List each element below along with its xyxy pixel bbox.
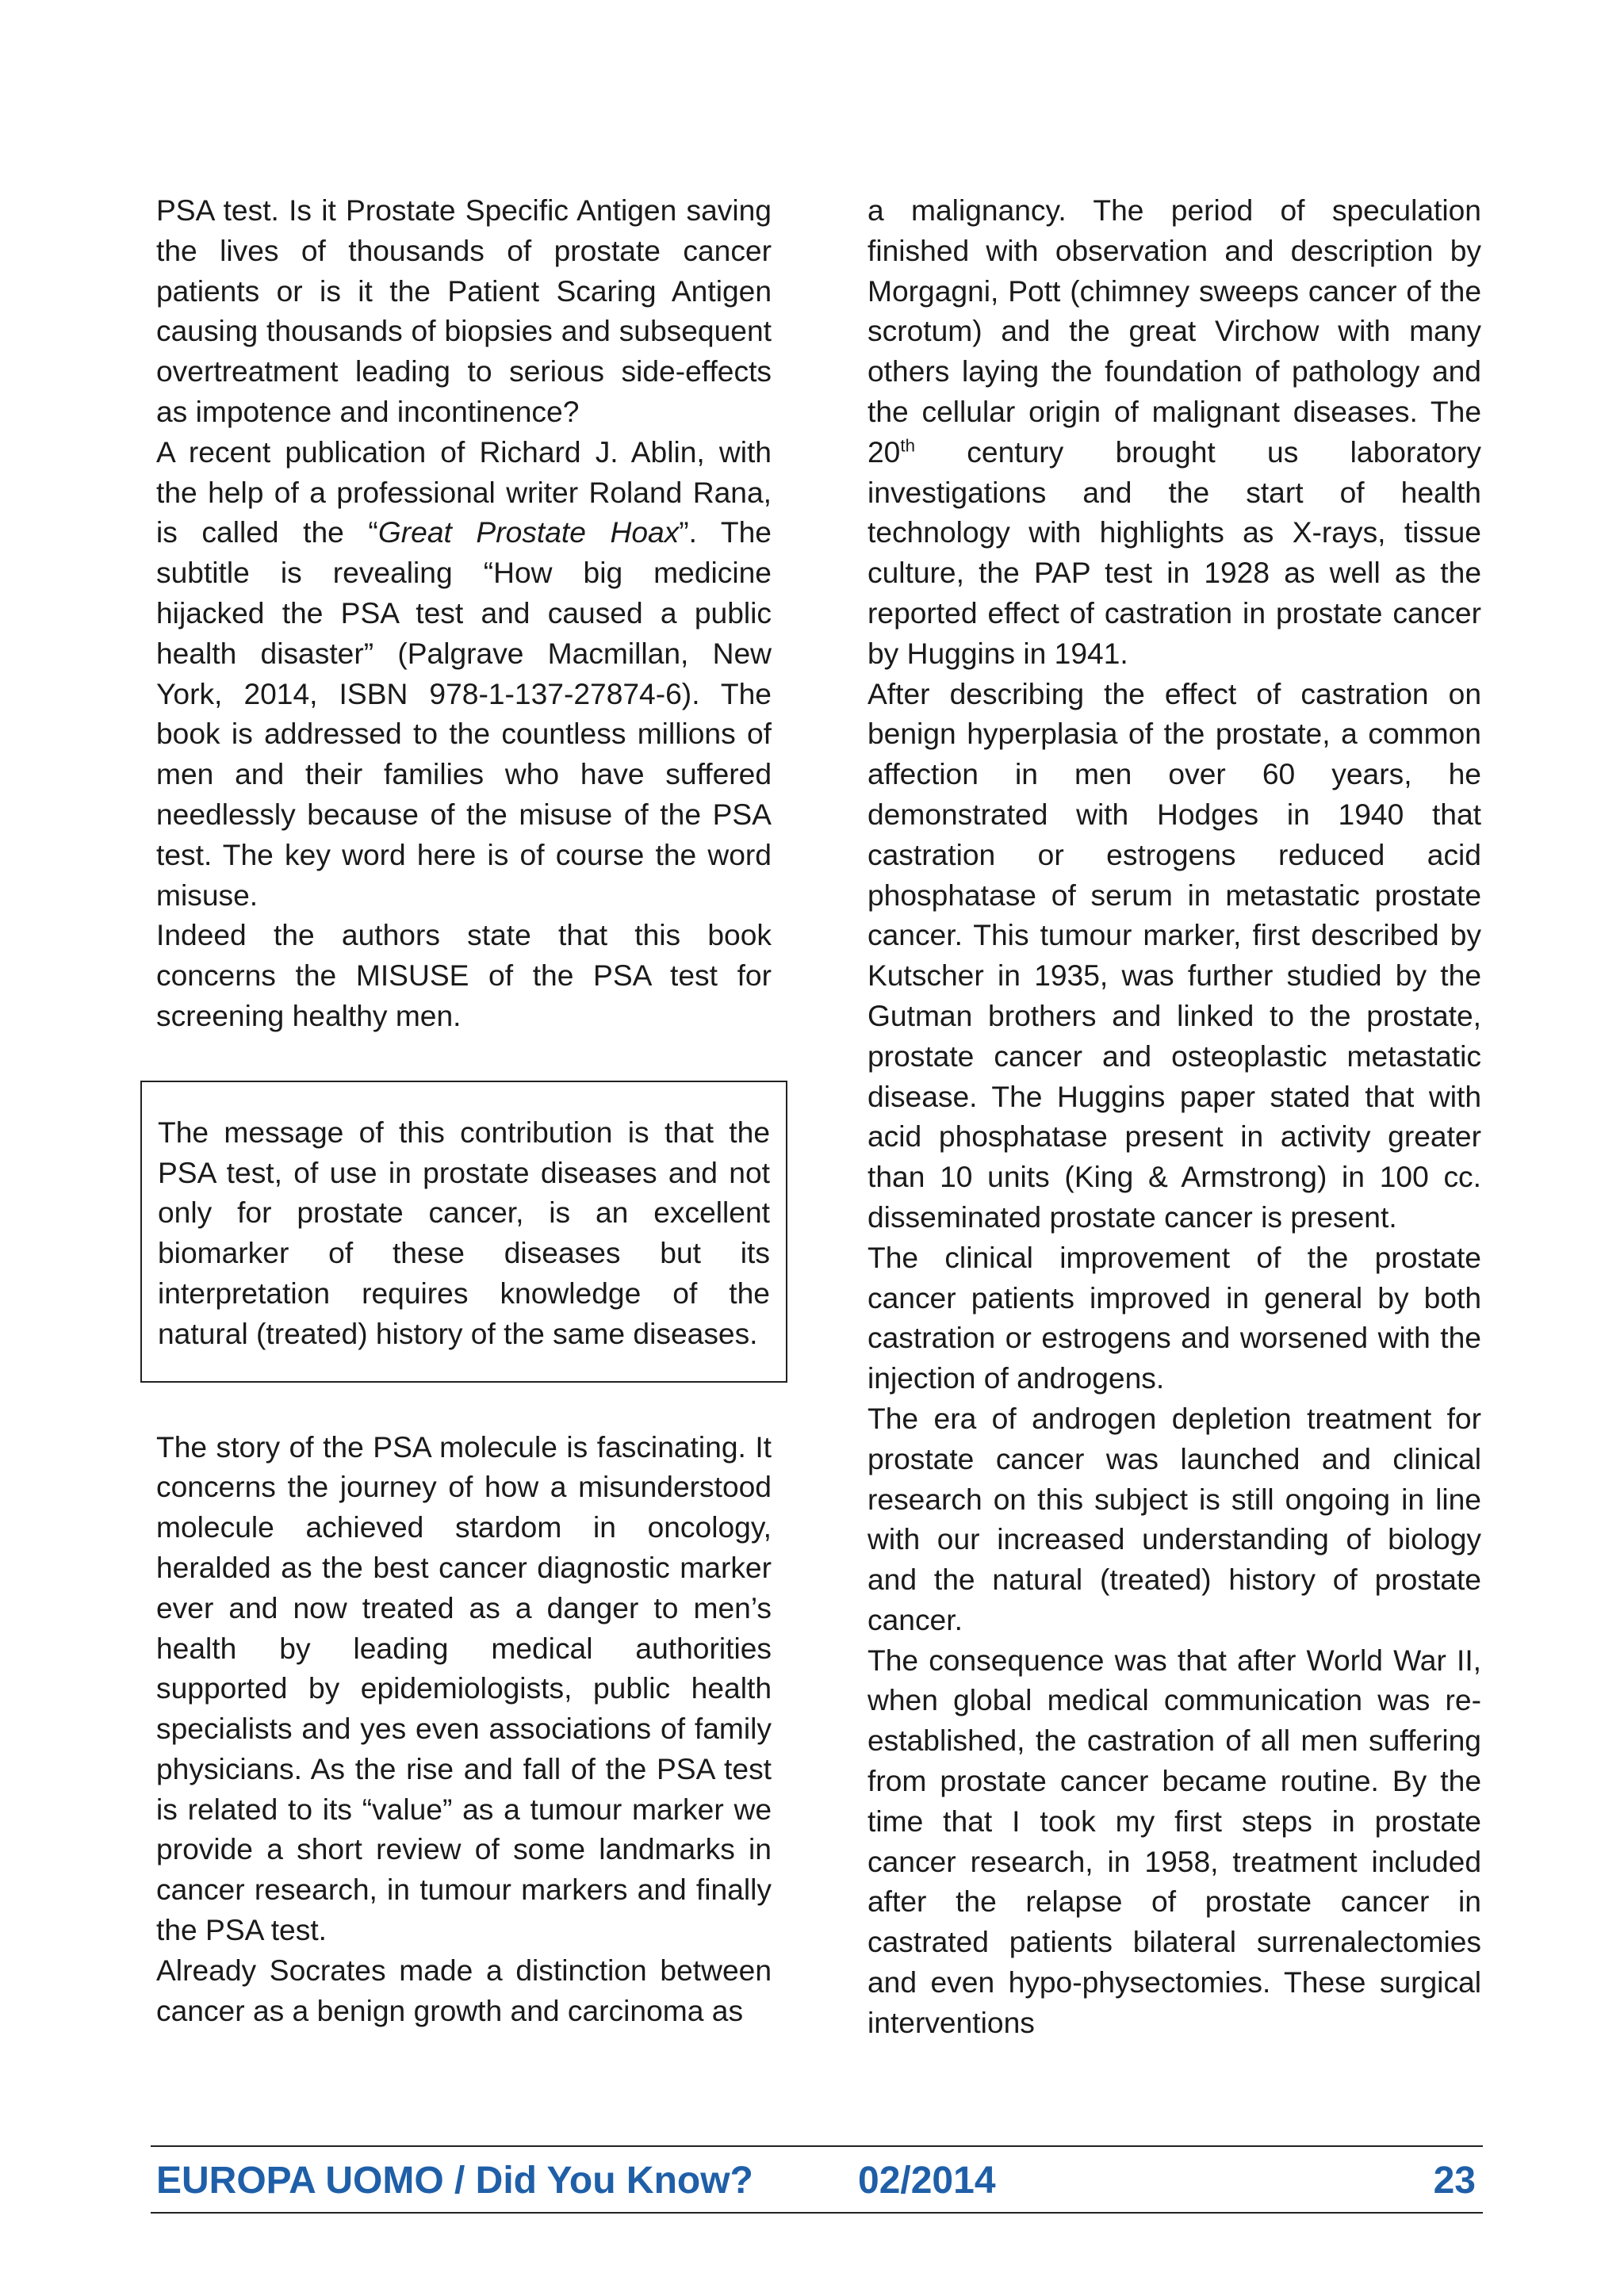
paragraph: Indeed the authors state that this book concerns the MISUSE of the PSA test for screening healthy men. — [156, 918, 772, 1032]
footer-page-number: 23 — [1433, 2160, 1476, 2202]
footer-publication: EUROPA UOMO / Did You Know? — [156, 2160, 753, 2202]
left-column — [156, 190, 772, 2030]
paragraph: The consequence was that after World War II, when global medical communication was re-established, the castration of all men suffering from prostate cancer became routine. By the time that I took my first steps in prostate cancer research, in 1958, treatment included after the relapse of prostate cancer in castrated patients bilateral surrenalectomies and even hypo-physectomies. These surgical interventions — [868, 1643, 1481, 2039]
paragraph: The era of androgen depletion treatment for prostate cancer was launched and clinical research on this subject is still ongoing in line with our increased understanding of biology and the natural (treated) history of prostate cancer. — [868, 1401, 1481, 1636]
text-span: ”. The subtitle is revealing “How big medicine hijacked the PSA test and caused a public health disaster” (Palgrave Macmillan, New York, 2014, ISBN 978-1-137-27874-6). The book is addressed to the countless millions of men and their families who have suffered needlessly because of the misuse of the PSA test. The key word here is of course the word misuse. — [156, 515, 772, 912]
superscript: th — [900, 435, 915, 456]
paragraph: The clinical improvement of the prostate cancer patients improved in general by both castration or estrogens and worsened with the injection of androgens. — [868, 1240, 1481, 1395]
paragraph: The story of the PSA molecule is fascinating. It concerns the journey of how a misunderstood molecule achieved stardom in oncology, heralded as the best cancer diagnostic marker ever and now treated as a danger to men’s health by leading medical authorities supported by epidemiologists, public health specialists and yes even associations of family physicians. As the rise and fall of the PSA test is related to its “value” as a tumour marker we provide a short review of some landmarks in cancer research, in tumour markers and finally the PSA test. — [156, 1429, 772, 1947]
paragraph: After describing the effect of castration on benign hyperplasia of the prostate, a common affection in men over 60 years, he demonstrated with Hodges in 1940 that castration or estrogens reduced acid phosphatase of serum in metastatic prostate cancer. This tumour marker, first described by Kutscher in 1935, was further studied by the Gutman brothers and linked to the prostate, prostate cancer and osteoplastic metastatic disease. The Huggins paper stated that with acid phosphatase present in activity greater than 10 units (King & Armstrong) in 100 cc. disseminated prostate cancer is present. — [868, 676, 1481, 1234]
message-box-text: The message of this contribution is that the PSA test, of use in prostate diseases and not only for prostate cancer, is an excellent biomarker of these diseases but its interpretation requires knowledge of the natural (treated) history of the same diseases. — [158, 1115, 770, 1350]
footer — [156, 2153, 1476, 2209]
message-box — [140, 1081, 787, 1383]
paragraph — [868, 190, 1481, 674]
text-span: century brought us laboratory investigations and the start of health technology with highlights as X-rays, tissue culture, the PAP test in 1928 as well as the reported effect of castration in prostate cancer by Huggins in 1941. — [868, 434, 1481, 670]
book-title: Great Prostate Hoax — [377, 515, 680, 549]
paragraph — [156, 432, 772, 916]
text-span: A recent publication of Richard J. Ablin, with the help of a professional writer Roland Rana, is called the “ — [156, 434, 772, 549]
footer-issue: 02/2014 — [858, 2160, 996, 2202]
paragraph: PSA test. Is it Prostate Specific Antigen saving the lives of thousands of prostate cancer patients or is it the Patient Scaring Antigen causing thousands of biopsies and subsequent overtreatment leading to serious side-effects as impotence and incontinence? — [156, 193, 772, 428]
footer-top-rule — [151, 2145, 1483, 2147]
text-span: a malignancy. The period of speculation finished with observation and description by Morgagni, Pott (chimney sweeps cancer of the scrotum) and the great Virchow with many others laying the foundation of pathology and the cellular origin of malignant diseases. The 20 — [868, 193, 1481, 469]
paragraph: Already Socrates made a distinction between cancer as a benign growth and carcinoma as — [156, 1953, 772, 2027]
right-column — [868, 190, 1481, 2043]
footer-bottom-rule — [151, 2212, 1483, 2214]
